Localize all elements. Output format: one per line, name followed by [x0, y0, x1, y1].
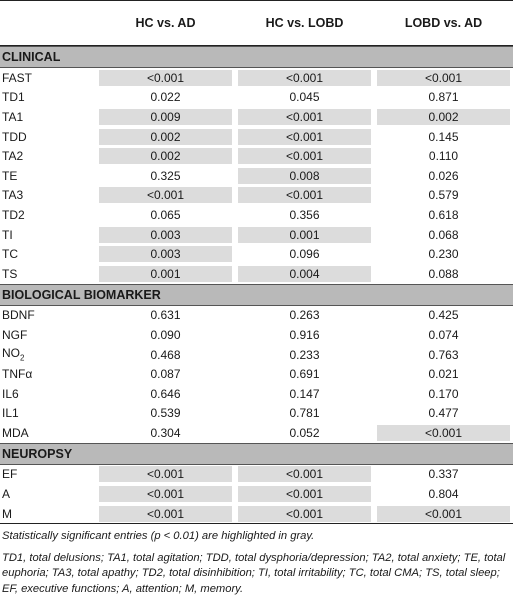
row-label: TA2 — [2, 149, 24, 164]
p-value: 0.425 — [428, 308, 459, 323]
p-value: 0.356 — [289, 207, 320, 222]
cell-value — [374, 423, 513, 443]
table-row — [0, 205, 513, 225]
significant-p-value: 0.004 — [238, 266, 371, 282]
table-row — [0, 305, 513, 325]
row-label: MDA — [2, 425, 29, 440]
table-row — [0, 464, 513, 484]
section-title: NEUROPSY — [0, 443, 513, 464]
row-label: TD2 — [2, 207, 25, 222]
cell-value — [374, 127, 513, 147]
row-label: A — [2, 487, 11, 502]
cell-value — [235, 166, 374, 186]
significant-p-value: <0.001 — [238, 506, 371, 522]
p-value: 0.090 — [150, 327, 181, 342]
table-row — [0, 107, 513, 127]
table-footnotes — [0, 529, 513, 597]
cell-value — [96, 68, 235, 88]
p-value: 0.304 — [150, 425, 181, 440]
section-header — [0, 443, 513, 464]
row-label: EF — [2, 467, 18, 482]
cell-value — [235, 504, 374, 524]
p-value: 0.337 — [428, 467, 459, 482]
cell-value — [96, 345, 235, 365]
section-title: CLINICAL — [0, 47, 513, 68]
p-value: 0.021 — [428, 367, 459, 382]
p-value: 0.618 — [428, 207, 459, 222]
significant-p-value: 0.002 — [377, 109, 510, 125]
cell-value — [235, 384, 374, 404]
p-value: 0.539 — [150, 406, 181, 421]
significant-p-value: <0.001 — [99, 70, 232, 86]
cell-value — [235, 205, 374, 225]
table-row — [0, 423, 513, 443]
cell-value — [374, 107, 513, 127]
row-label: TS — [2, 266, 18, 281]
cell-value — [96, 264, 235, 284]
row-label: M — [2, 506, 12, 521]
cell-value — [235, 404, 374, 424]
cell-value — [235, 186, 374, 206]
significant-p-value: 0.001 — [238, 227, 371, 243]
p-value: 0.233 — [289, 347, 320, 362]
cell-value — [96, 205, 235, 225]
table-row — [0, 186, 513, 206]
cell-value — [235, 305, 374, 325]
cell-value — [96, 325, 235, 345]
row-label: TNFα — [2, 367, 33, 382]
cell-value — [374, 186, 513, 206]
cell-value — [374, 166, 513, 186]
significant-p-value: <0.001 — [238, 109, 371, 125]
p-value: 0.074 — [428, 327, 459, 342]
p-value: 0.781 — [289, 406, 320, 421]
significant-p-value: 0.003 — [99, 246, 232, 262]
table-row — [0, 404, 513, 424]
significant-p-value: 0.008 — [238, 168, 371, 184]
table-row — [0, 264, 513, 284]
significant-p-value: <0.001 — [99, 506, 232, 522]
section-header — [0, 284, 513, 305]
table-body — [0, 47, 513, 525]
table-row — [0, 484, 513, 504]
significant-p-value: <0.001 — [238, 486, 371, 502]
cell-value — [374, 504, 513, 524]
p-value: 0.579 — [428, 188, 459, 203]
significant-p-value: 0.002 — [99, 148, 232, 164]
significant-p-value: <0.001 — [377, 70, 510, 86]
significant-p-value: <0.001 — [238, 70, 371, 86]
cell-value — [96, 244, 235, 264]
p-value: 0.068 — [428, 227, 459, 242]
cell-value — [374, 68, 513, 88]
significant-p-value: 0.001 — [99, 266, 232, 282]
cell-value — [235, 364, 374, 384]
table-row — [0, 325, 513, 345]
significant-p-value: <0.001 — [377, 506, 510, 522]
cell-value — [235, 107, 374, 127]
cell-value — [96, 364, 235, 384]
table-row — [0, 88, 513, 108]
cell-value — [374, 325, 513, 345]
p-value: 0.145 — [428, 129, 459, 144]
cell-value — [235, 127, 374, 147]
cell-value — [374, 384, 513, 404]
significant-p-value: <0.001 — [238, 187, 371, 203]
row-label: NGF — [2, 327, 28, 342]
row-label: TC — [2, 247, 18, 262]
row-label: FAST — [2, 70, 33, 85]
p-value: 0.916 — [289, 327, 320, 342]
header-hc-vs-lobd: HC vs. LOBD — [265, 16, 344, 30]
row-label: TA1 — [2, 109, 24, 124]
cell-value — [235, 225, 374, 245]
cell-value — [374, 364, 513, 384]
p-value: 0.096 — [289, 247, 320, 262]
cell-value — [374, 305, 513, 325]
p-value: 0.230 — [428, 247, 459, 262]
table-header — [0, 1, 513, 47]
cell-value — [235, 345, 374, 365]
cell-value — [235, 423, 374, 443]
p-value: 0.691 — [289, 367, 320, 382]
p-value: 0.052 — [289, 425, 320, 440]
row-label: IL6 — [2, 386, 19, 401]
cell-value — [96, 146, 235, 166]
row-label: TD1 — [2, 90, 25, 105]
cell-value — [96, 107, 235, 127]
p-value: 0.026 — [428, 168, 459, 183]
cell-value — [235, 484, 374, 504]
header-hc-vs-ad: HC vs. AD — [135, 16, 196, 30]
highlight-note: Statistically significant entries (p < 0.01) are highlighted in gray. — [2, 530, 315, 543]
row-label: $NO_2$ — [2, 346, 25, 363]
p-value: 0.468 — [150, 347, 181, 362]
table-bottom-rule — [0, 524, 513, 525]
row-label: TE — [2, 168, 18, 183]
cell-value — [96, 464, 235, 484]
table-row — [0, 345, 513, 365]
cell-value — [96, 225, 235, 245]
row-label: IL1 — [2, 406, 19, 421]
cell-value — [96, 384, 235, 404]
p-value: 0.763 — [428, 347, 459, 362]
table-row — [0, 504, 513, 524]
cell-value — [374, 146, 513, 166]
p-value: 0.088 — [428, 266, 459, 281]
p-value: 0.045 — [289, 90, 320, 105]
p-value: 0.263 — [289, 308, 320, 323]
abbreviation-note: TD1, total delusions; TA1, total agitation; TDD, total dysphoria/depression; TA2, total anxiety; TE, total euphoria; TA3, total apathy; TD2, total disinhibition; TI, total irritability; TC, total CMA; TS, total sleep; EF, executive functions; A, attention; M, memory. — [2, 551, 506, 595]
p-value: 0.646 — [150, 386, 181, 401]
cell-value — [235, 146, 374, 166]
row-label: TDD — [2, 129, 27, 144]
significant-p-value: <0.001 — [99, 486, 232, 502]
table-row — [0, 225, 513, 245]
cell-value — [96, 305, 235, 325]
significant-p-value: 0.003 — [99, 227, 232, 243]
significant-p-value: <0.001 — [238, 148, 371, 164]
cell-value — [235, 244, 374, 264]
cell-value — [235, 68, 374, 88]
cell-value — [96, 127, 235, 147]
p-value: 0.325 — [150, 168, 181, 183]
cell-value — [374, 244, 513, 264]
cell-value — [96, 504, 235, 524]
table-row — [0, 384, 513, 404]
table-row — [0, 146, 513, 166]
table-row — [0, 68, 513, 88]
table-row — [0, 364, 513, 384]
significant-p-value: <0.001 — [99, 187, 232, 203]
p-value: 0.022 — [150, 90, 181, 105]
p-value: 0.477 — [428, 406, 459, 421]
cell-value — [374, 345, 513, 365]
p-value: 0.170 — [428, 386, 459, 401]
cell-value — [96, 186, 235, 206]
significant-p-value: 0.009 — [99, 109, 232, 125]
table-row — [0, 244, 513, 264]
cell-value — [235, 264, 374, 284]
significant-p-value: <0.001 — [238, 466, 371, 482]
p-value: 0.087 — [150, 367, 181, 382]
row-label: TI — [2, 227, 13, 242]
cell-value — [235, 464, 374, 484]
cell-value — [96, 423, 235, 443]
cell-value — [96, 166, 235, 186]
table-row — [0, 127, 513, 147]
cell-value — [374, 264, 513, 284]
header-blank — [0, 1, 96, 46]
cell-value — [374, 404, 513, 424]
significant-p-value: <0.001 — [238, 129, 371, 145]
cell-value — [96, 404, 235, 424]
significant-p-value: <0.001 — [99, 466, 232, 482]
cell-value — [374, 464, 513, 484]
significant-p-value: 0.002 — [99, 129, 232, 145]
cell-value — [235, 88, 374, 108]
p-value: 0.147 — [289, 386, 320, 401]
significant-p-value: <0.001 — [377, 425, 510, 441]
p-value: 0.871 — [428, 90, 459, 105]
cell-value — [96, 484, 235, 504]
header-lobd-vs-ad: LOBD vs. AD — [404, 16, 483, 30]
cell-value — [235, 325, 374, 345]
p-value: 0.631 — [150, 308, 181, 323]
cell-value — [96, 88, 235, 108]
cell-value — [374, 225, 513, 245]
section-header — [0, 47, 513, 68]
cell-value — [374, 88, 513, 108]
cell-value — [374, 484, 513, 504]
cell-value — [374, 205, 513, 225]
section-title: BIOLOGICAL BIOMARKER — [0, 284, 513, 305]
table-row — [0, 166, 513, 186]
p-value: 0.110 — [428, 149, 459, 164]
p-value: 0.804 — [428, 487, 459, 502]
row-label: BDNF — [2, 308, 35, 323]
row-label: TA3 — [2, 188, 24, 203]
p-value: 0.065 — [150, 207, 181, 222]
